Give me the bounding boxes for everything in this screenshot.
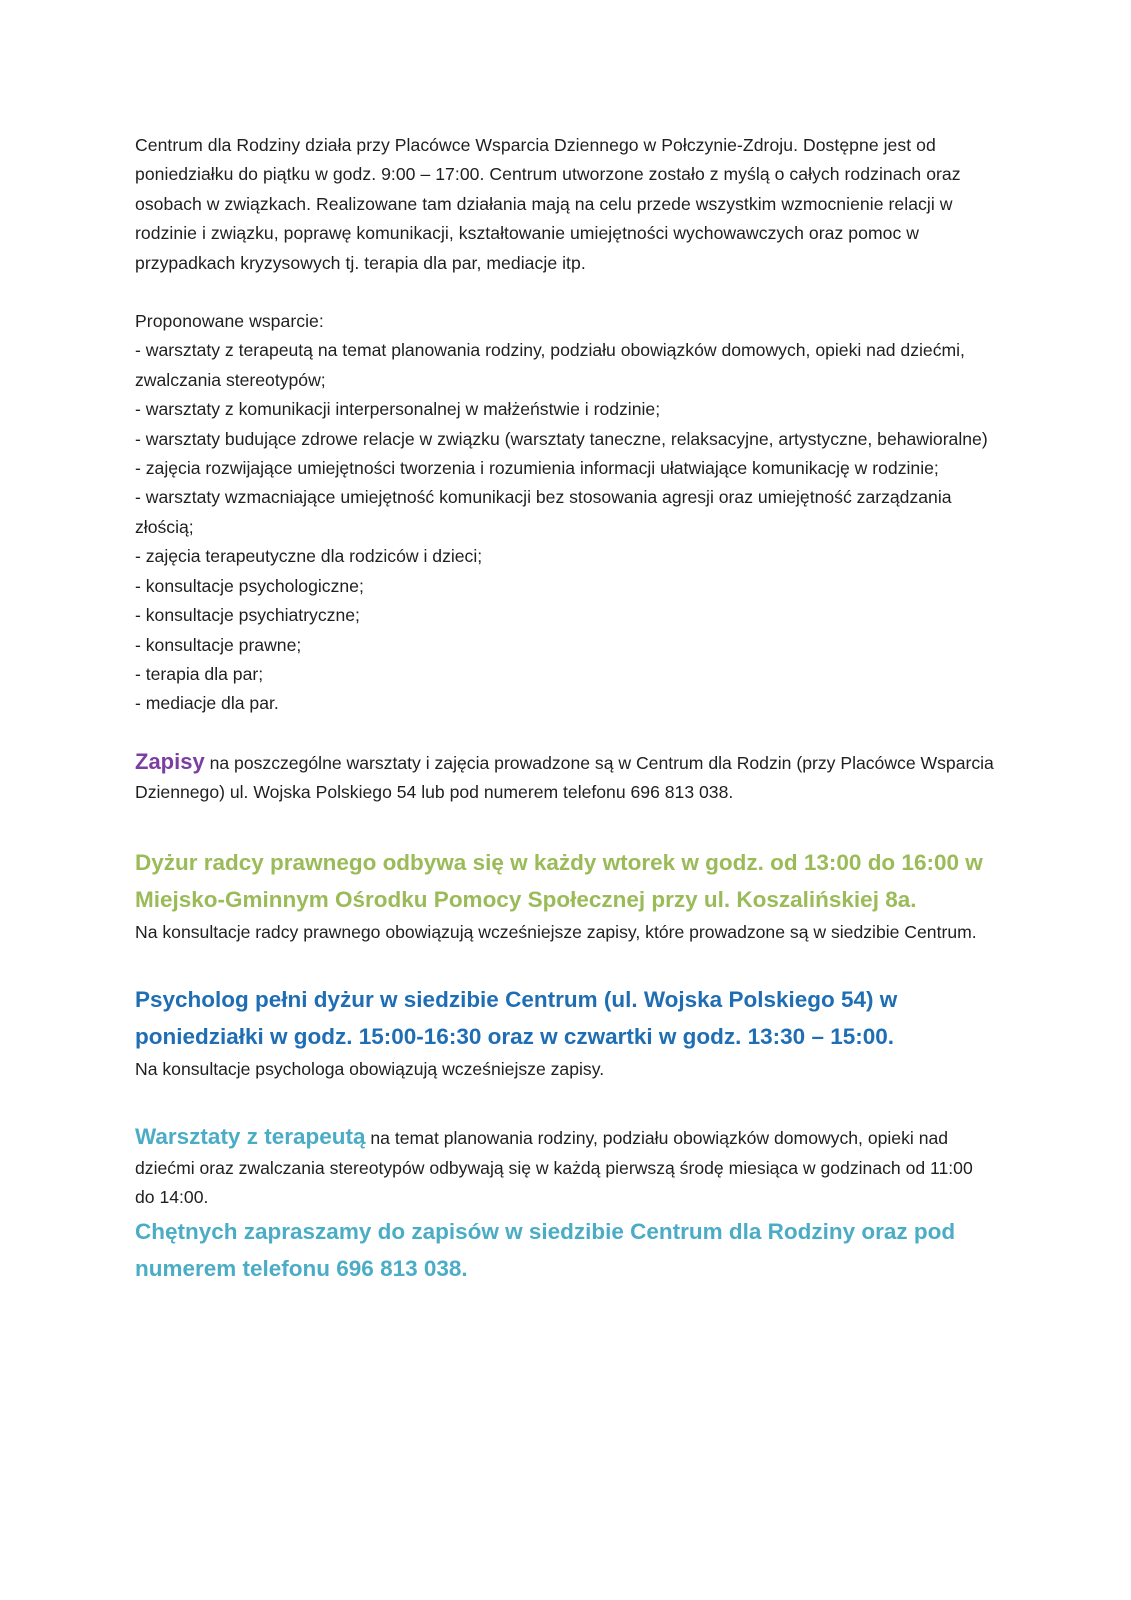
workshops-invite: Chętnych zapraszamy do zapisów w siedzibie Centrum dla Rodziny oraz pod numerem telefonu 696 813 038.: [135, 1218, 956, 1281]
workshops-text: na temat planowania rodziny, podziału obowiązków domowych, opieki nad dziećmi oraz zwalczania stereotypów odbywają się w każdą pierwszą środę miesiąca w godzinach od 11:00 do 14:00.: [135, 1128, 973, 1208]
workshops-paragraph: [135, 1122, 995, 1212]
psychologist-duty-heading: Psycholog pełni dyżur w siedzibie Centrum (ul. Wojska Polskiego 54) w poniedziałki w godz. 15:00-16:30 oraz w czwartki w godz. 13:30 – 15:00.: [135, 986, 898, 1049]
legal-duty-note: Na konsultacje radcy prawnego obowiązują wcześniejsze zapisy, które prowadzone są w siedzibie Centrum.: [135, 921, 977, 942]
support-item: - warsztaty budujące zdrowe relacje w związku (warsztaty taneczne, relaksacyjne, artystyczne, behawioralne): [135, 428, 988, 449]
workshops-keyword: Warsztaty z terapeutą: [135, 1124, 366, 1150]
support-item: - zajęcia rozwijające umiejętności tworzenia i rozumienia informacji ułatwiające komunikację w rodzinie;: [135, 458, 939, 479]
psychologist-duty-note: Na konsultacje psychologa obowiązują wcześniejsze zapisy.: [135, 1058, 605, 1079]
support-item: - konsultacje prawne;: [135, 634, 302, 655]
support-item: - terapia dla par;: [135, 663, 264, 684]
support-heading: Proponowane wsparcie:: [135, 311, 324, 332]
support-list: [135, 336, 995, 718]
registration-text: na poszczególne warsztaty i zajęcia prowadzone są w Centrum dla Rodzin (przy Placówce Wsparcia Dziennego) ul. Wojska Polskiego 54 lub pod numerem telefonu 696 813 038.: [135, 752, 994, 803]
support-item: - zajęcia terapeutyczne dla rodziców i dzieci;: [135, 546, 483, 567]
paragraph-spacer: [135, 278, 995, 307]
support-item: - mediacje dla par.: [135, 693, 279, 714]
support-item: - konsultacje psychologiczne;: [135, 575, 364, 596]
support-item: - warsztaty wzmacniające umiejętność komunikacji bez stosowania agresji oraz umiejętność zarządzania złością;: [135, 487, 952, 537]
intro-paragraph: Centrum dla Rodziny działa przy Placówce Wsparcia Dziennego w Połczynie-Zdroju. Dostępne jest od poniedziałku do piątku w godz. 9:00 – 17:00. Centrum utworzone zostało z myślą o całych rodzinach oraz osobach w związkach. Realizowane tam działania mają na celu przede wszystkim wzmocnienie relacji w rodzinie i związku, poprawę komunikacji, kształtowanie umiejętności wychowawczych oraz pomoc w przypadkach kryzysowych tj. terapia dla par, mediacje itp.: [135, 135, 961, 273]
support-item: - konsultacje psychiatryczne;: [135, 605, 360, 626]
document-content: [135, 131, 995, 1287]
support-item: - warsztaty z terapeutą na temat planowania rodziny, podziału obowiązków domowych, opieki nad dziećmi, zwalczania stereotypów;: [135, 340, 965, 390]
registration-keyword: Zapisy: [135, 748, 205, 774]
registration-paragraph: [135, 747, 995, 808]
support-item: - warsztaty z komunikacji interpersonalnej w małżeństwie i rodzinie;: [135, 399, 661, 420]
legal-duty-heading: Dyżur radcy prawnego odbywa się w każdy wtorek w godz. od 13:00 do 16:00 w Miejsko-Gminnym Ośrodku Pomocy Społecznej przy ul. Koszalińskiej 8a.: [135, 849, 983, 912]
